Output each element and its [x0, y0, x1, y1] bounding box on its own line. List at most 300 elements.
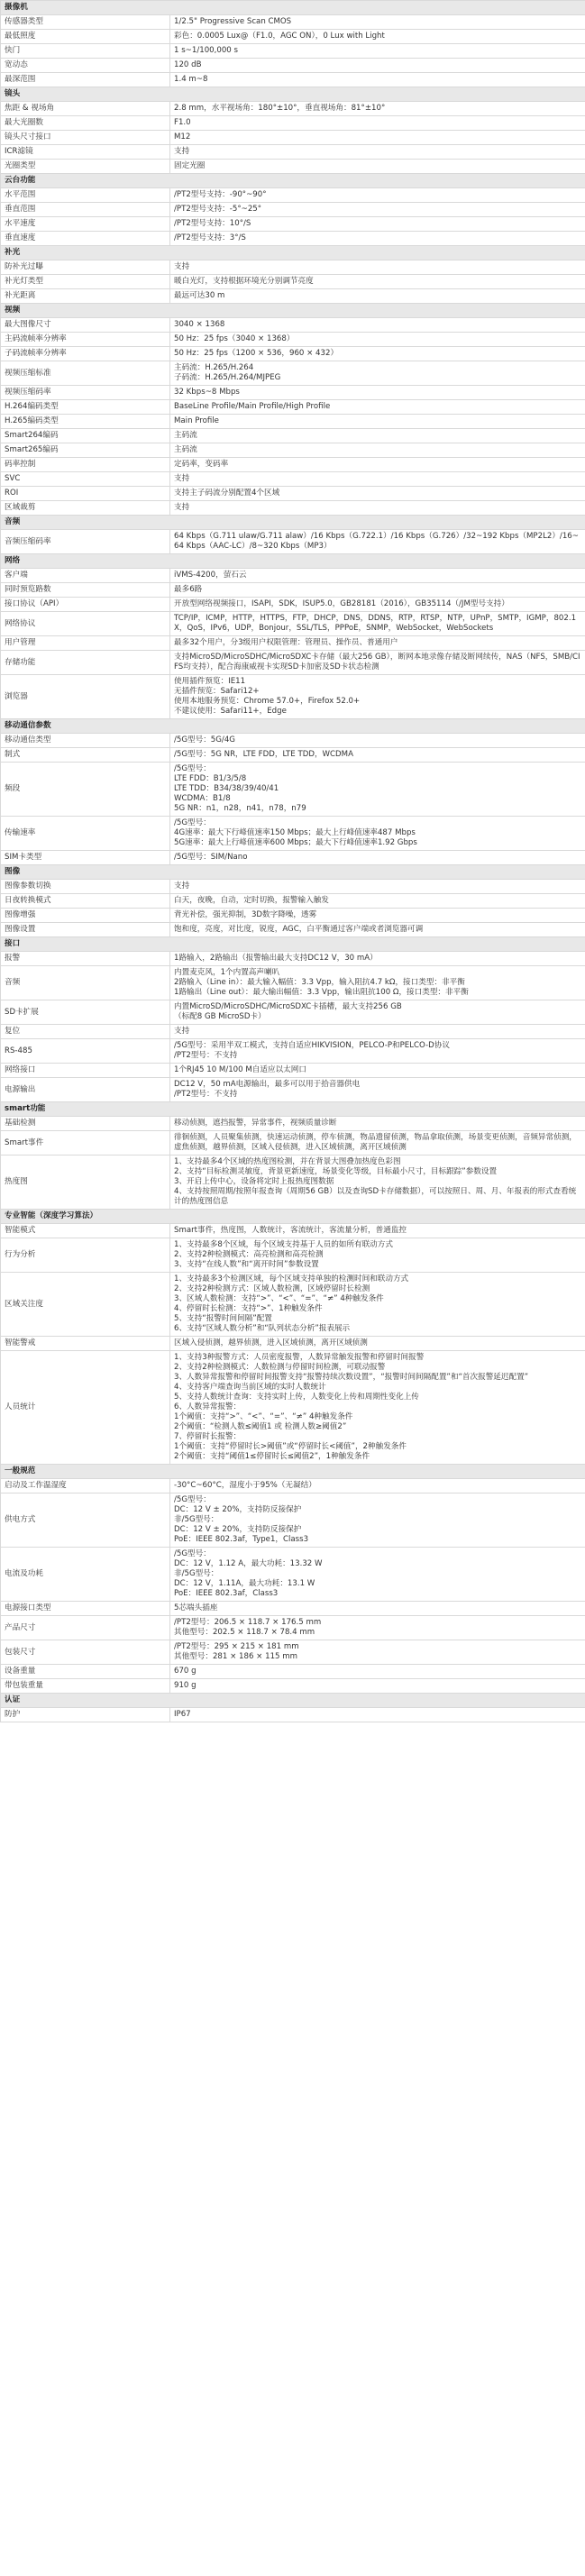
- spec-value-line: BaseLine Profile/Main Profile/High Profile: [174, 402, 331, 411]
- spec-row: [1, 458, 585, 472]
- spec-label: 最大图像尺寸: [1, 318, 170, 333]
- spec-value-line: /5G型号：: [174, 818, 211, 827]
- spec-value: [170, 386, 585, 400]
- spec-value-line: 支持: [174, 503, 190, 512]
- spec-label: 网络接口: [1, 1064, 170, 1078]
- spec-value-line: DC：12 V ± 20%，支持防反接保护: [174, 1505, 302, 1514]
- spec-label: 用户管理: [1, 636, 170, 651]
- spec-value-line: 3、开启上传中心，设备将定时上报热度图数据: [174, 1177, 334, 1186]
- spec-value: [170, 675, 585, 719]
- spec-label: 主码流帧率分辨率: [1, 333, 170, 347]
- spec-value-line: /5G型号：: [174, 764, 211, 773]
- spec-value-line: 2路输入（Line in）：最大输入幅值：3.3 Vpp，输入阻抗4.7 kΩ，接口类型：非平衡: [174, 978, 465, 987]
- spec-value-line: 2个阈值：支持“阈值1≤停留时长≤阈值2”，1种触发条件: [174, 1452, 370, 1461]
- spec-value: [170, 400, 585, 415]
- spec-row: [1, 923, 585, 937]
- spec-value-line: 白天，夜晚，自动，定时切换，报警输入触发: [174, 896, 329, 905]
- spec-value-line: 3040 × 1368: [174, 320, 225, 329]
- spec-value: [170, 472, 585, 487]
- spec-label: 镜头尺寸接口: [1, 131, 170, 145]
- spec-value-line: 5芯端头插座: [174, 1603, 218, 1612]
- spec-row: [1, 569, 585, 583]
- spec-value-line: 1、支持3种报警方式：人员密度报警，人数异常触发报警和停留时间报警: [174, 1353, 425, 1362]
- spec-value: [170, 487, 585, 501]
- spec-value: [170, 569, 585, 583]
- spec-row: [1, 1064, 585, 1078]
- spec-value-line: 主码流: [174, 431, 197, 440]
- section-title: 镜头: [1, 87, 585, 102]
- spec-label: 防补光过曝: [1, 260, 170, 275]
- spec-value-line: DC：12 V，1.12 A，最大功耗：13.32 W: [174, 1559, 323, 1568]
- spec-row: [1, 1494, 585, 1548]
- spec-value-line: 1个阈值：支持“>”、“<”、“=”、“≠” 4种触发条件: [174, 1412, 353, 1421]
- spec-value: [170, 160, 585, 174]
- spec-value-line: 1 s~1/100,000 s: [174, 46, 238, 55]
- spec-value-line: DC：12 V，1.11A，最大功耗：13.1 W: [174, 1579, 315, 1588]
- spec-label: 智能模式: [1, 1224, 170, 1238]
- spec-label: 音频压缩码率: [1, 530, 170, 554]
- spec-value: [170, 1025, 585, 1039]
- spec-value: [170, 501, 585, 516]
- spec-value: [170, 1064, 585, 1078]
- spec-label: H.264编码类型: [1, 400, 170, 415]
- spec-value: [170, 1224, 585, 1238]
- spec-value-line: 非/5G型号：: [174, 1569, 219, 1578]
- spec-value-line: 区域入侵侦测，越界侦测，进入区域侦测，离开区域侦测: [174, 1338, 368, 1347]
- spec-label: SIM卡类型: [1, 851, 170, 865]
- section-header: [1, 174, 585, 188]
- spec-value-line: 2、支持2种检测模式：高亮检测和高亮检测: [174, 1250, 324, 1259]
- spec-value: [170, 583, 585, 598]
- spec-value-line: PoE：IEEE 802.3af，Class3: [174, 1589, 279, 1598]
- spec-value-line: DC：12 V ± 20%，支持防反接保护: [174, 1525, 302, 1534]
- spec-row: [1, 1708, 585, 1722]
- spec-row: [1, 188, 585, 203]
- spec-value: [170, 347, 585, 361]
- spec-row: [1, 289, 585, 304]
- spec-value-line: 其他型号：202.5 × 118.7 × 78.4 mm: [174, 1628, 315, 1637]
- spec-row: [1, 429, 585, 443]
- spec-value: [170, 1000, 585, 1025]
- spec-value: [170, 1640, 585, 1665]
- spec-value-line: 64 Kbps（G.711 ulaw/G.711 alaw）/16 Kbps（G.722.1）/16 Kbps（G.726）/32~192 Kbps（MP2L2）/16~64 Kbps（AAC-LC）/8~320 Kbps（MP3）: [174, 532, 579, 551]
- spec-row: [1, 1273, 585, 1337]
- spec-value-line: 50 Hz：25 fps（3040 × 1368）: [174, 334, 295, 343]
- spec-label: 启动及工作温湿度: [1, 1479, 170, 1494]
- spec-value: [170, 443, 585, 458]
- spec-value-line: /PT2型号：不支持: [174, 1051, 238, 1060]
- spec-value: [170, 1039, 585, 1064]
- spec-label: 网络协议: [1, 612, 170, 636]
- spec-value: [170, 361, 585, 386]
- spec-value-line: 子码流：H.265/H.264/MJPEG: [174, 373, 281, 382]
- spec-label: 图像增强: [1, 909, 170, 923]
- spec-value: [170, 612, 585, 636]
- spec-value: [170, 1548, 585, 1602]
- spec-label: 垂直速度: [1, 232, 170, 246]
- spec-value-line: /PT2型号支持：3°/S: [174, 233, 246, 242]
- spec-value: [170, 952, 585, 966]
- spec-row: [1, 160, 585, 174]
- section-header: [1, 1, 585, 15]
- spec-value-line: /PT2型号：206.5 × 118.7 × 176.5 mm: [174, 1618, 322, 1627]
- spec-value-line: IP67: [174, 1710, 191, 1719]
- spec-row: [1, 636, 585, 651]
- spec-value: [170, 1337, 585, 1351]
- section-title: 音频: [1, 516, 585, 530]
- spec-label: 区域关注度: [1, 1273, 170, 1337]
- spec-label: 图像参数切换: [1, 880, 170, 894]
- spec-value-line: 移动侦测，遮挡报警，异常事件，视频质量诊断: [174, 1119, 337, 1128]
- spec-label: 包装尺寸: [1, 1640, 170, 1665]
- spec-row: [1, 1117, 585, 1131]
- spec-label: SVC: [1, 472, 170, 487]
- spec-value: [170, 1131, 585, 1156]
- section-title: 视频: [1, 304, 585, 318]
- section-header: [1, 1465, 585, 1479]
- spec-label: 智能警戒: [1, 1337, 170, 1351]
- spec-value-line: /5G型号：: [174, 1549, 211, 1558]
- spec-row: [1, 275, 585, 289]
- spec-row: [1, 116, 585, 131]
- section-title: 图像: [1, 865, 585, 880]
- spec-value-line: 7、停留时长报警：: [174, 1432, 242, 1441]
- spec-value-line: 使用本地服务预览：Chrome 57.0+，Firefox 52.0+: [174, 697, 361, 706]
- spec-row: [1, 675, 585, 719]
- section-title: 补光: [1, 246, 585, 260]
- spec-row: [1, 1156, 585, 1210]
- spec-label: 存储功能: [1, 651, 170, 675]
- spec-row: [1, 734, 585, 748]
- spec-label: ROI: [1, 487, 170, 501]
- spec-row: [1, 217, 585, 232]
- spec-value-line: 最多32个用户，分3级用户权限管理：管理员、操作员、普通用户: [174, 638, 398, 647]
- spec-label: 视频压缩码率: [1, 386, 170, 400]
- spec-value: [170, 217, 585, 232]
- spec-value-line: WCDMA：B1/8: [174, 794, 231, 803]
- spec-value-line: 3、支持“在线人数”和“离开时间”参数设置: [174, 1260, 319, 1269]
- spec-label: 最低照度: [1, 30, 170, 44]
- spec-label: 移动通信类型: [1, 734, 170, 748]
- spec-value: [170, 333, 585, 347]
- section-title: 专业智能（深度学习算法）: [1, 1210, 585, 1224]
- spec-value-line: 32 Kbps~8 Mbps: [174, 388, 240, 397]
- spec-value: [170, 636, 585, 651]
- spec-value: [170, 289, 585, 304]
- spec-value: [170, 44, 585, 59]
- spec-value-line: 使用插件预览：IE11: [174, 677, 246, 686]
- spec-value-line: 开放型网络视频接口，ISAPI，SDK，ISUP5.0，GB28181（2016），GB35114（/JM型号支持）: [174, 599, 509, 608]
- spec-label: 复位: [1, 1025, 170, 1039]
- spec-row: [1, 15, 585, 30]
- spec-value: [170, 894, 585, 909]
- spec-value: [170, 145, 585, 160]
- spec-value: [170, 923, 585, 937]
- spec-value: [170, 880, 585, 894]
- spec-value: [170, 1665, 585, 1679]
- spec-label: 水平速度: [1, 217, 170, 232]
- spec-value-line: 1、支持最多3个检测区域，每个区域支持单独的检测时间和联动方式: [174, 1274, 409, 1283]
- spec-row: [1, 386, 585, 400]
- spec-row: [1, 415, 585, 429]
- spec-label: 最深范围: [1, 73, 170, 87]
- section-header: [1, 246, 585, 260]
- spec-value-line: /5G型号：SIM/Nano: [174, 853, 248, 862]
- section-header: [1, 554, 585, 569]
- section-title: 认证: [1, 1694, 585, 1708]
- section-title: 一般规范: [1, 1465, 585, 1479]
- section-header: [1, 516, 585, 530]
- spec-value-line: 670 g: [174, 1667, 197, 1676]
- spec-row: [1, 400, 585, 415]
- spec-value-line: 5、支持人数统计查询：支持实时上传，人数变化上传和周期性变化上传: [174, 1393, 419, 1402]
- spec-value: [170, 15, 585, 30]
- section-title: 移动通信参数: [1, 719, 585, 734]
- spec-value-line: 最多6路: [174, 585, 203, 594]
- spec-value-line: 非/5G型号：: [174, 1515, 219, 1524]
- section-title: smart功能: [1, 1102, 585, 1117]
- spec-label: 制式: [1, 748, 170, 763]
- spec-label: 频段: [1, 763, 170, 817]
- spec-row: [1, 583, 585, 598]
- spec-row: [1, 501, 585, 516]
- spec-row: [1, 909, 585, 923]
- spec-row: [1, 651, 585, 675]
- spec-value: [170, 73, 585, 87]
- spec-label: 补光灯类型: [1, 275, 170, 289]
- spec-value-line: 4G速率：最大下行峰值速率150 Mbps；最大上行峰值速率487 Mbps: [174, 828, 416, 837]
- spec-value: [170, 116, 585, 131]
- spec-value-line: 内置MicroSD/MicroSDHC/MicroSDXC卡插槽，最大支持256 GB: [174, 1002, 402, 1011]
- spec-row: [1, 612, 585, 636]
- spec-row: [1, 1337, 585, 1351]
- spec-row: [1, 1616, 585, 1640]
- spec-row: [1, 59, 585, 73]
- spec-value-line: DC12 V，50 mA电源输出，最多可以用于拾音器供电: [174, 1080, 361, 1089]
- spec-value-line: 2个阈值：“检测人数≤阈值1 或 检测人数≥阈值2”: [174, 1422, 347, 1431]
- spec-label: 浏览器: [1, 675, 170, 719]
- spec-value-line: LTE TDD：B34/38/39/40/41: [174, 784, 279, 793]
- spec-value: [170, 429, 585, 443]
- spec-row: [1, 1131, 585, 1156]
- spec-label: 子码流帧率分辨率: [1, 347, 170, 361]
- spec-value: [170, 1156, 585, 1210]
- spec-value-line: /PT2型号：不支持: [174, 1090, 238, 1099]
- spec-value-line: 徘徊侦测，人员聚集侦测，快速运动侦测，停车侦测，物品遗留侦测，物品拿取侦测，场景变更侦测，音频异常侦测，虚焦侦测，越界侦测，区域入侵侦测，进入区域侦测，离开区域侦测: [174, 1133, 577, 1152]
- spec-row: [1, 1039, 585, 1064]
- spec-row: [1, 1679, 585, 1694]
- section-header: [1, 87, 585, 102]
- spec-label: 产品尺寸: [1, 1616, 170, 1640]
- spec-value-line: 120 dB: [174, 60, 202, 69]
- spec-row: [1, 102, 585, 116]
- spec-label: 传输速率: [1, 817, 170, 851]
- spec-value-line: TCP/IP，ICMP，HTTP，HTTPS，FTP，DHCP，DNS，DDNS，RTP，RTSP，NTP，UPnP，SMTP，IGMP，802.1X，QoS，IPv6，UDP，Bonjour，SSL/TLS，PPPoE，SNMP，WebSocket，WebSockets: [174, 614, 577, 633]
- spec-value-line: PoE：IEEE 802.3af，Type1，Class3: [174, 1535, 309, 1544]
- spec-value: [170, 1708, 585, 1722]
- spec-row: [1, 748, 585, 763]
- spec-row: [1, 260, 585, 275]
- spec-row: [1, 131, 585, 145]
- spec-label: 区域裁剪: [1, 501, 170, 516]
- spec-value: [170, 651, 585, 675]
- spec-label: 客户端: [1, 569, 170, 583]
- spec-value: [170, 909, 585, 923]
- spec-row: [1, 894, 585, 909]
- spec-row: [1, 530, 585, 554]
- spec-value: [170, 966, 585, 1000]
- spec-label: 热度图: [1, 1156, 170, 1210]
- spec-label: 接口协议（API）: [1, 598, 170, 612]
- spec-row: [1, 1238, 585, 1273]
- section-title: 网络: [1, 554, 585, 569]
- spec-value: [170, 318, 585, 333]
- spec-label: 垂直范围: [1, 203, 170, 217]
- spec-value-line: 主码流：H.265/H.264: [174, 363, 254, 372]
- spec-row: [1, 1351, 585, 1465]
- spec-value: [170, 598, 585, 612]
- spec-row: [1, 44, 585, 59]
- section-header: [1, 1694, 585, 1708]
- spec-row: [1, 1602, 585, 1616]
- spec-label: H.265编码类型: [1, 415, 170, 429]
- spec-row: [1, 952, 585, 966]
- spec-row: [1, 1640, 585, 1665]
- spec-value-line: LTE FDD：B1/3/5/8: [174, 774, 247, 783]
- spec-value-line: 彩色：0.0005 Lux@（F1.0，AGC ON），0 Lux with Light: [174, 32, 385, 41]
- spec-row: [1, 966, 585, 1000]
- spec-value: [170, 275, 585, 289]
- spec-value-line: 1路输入，2路输出（报警输出最大支持DC12 V，30 mA）: [174, 954, 378, 963]
- spec-label: 水平范围: [1, 188, 170, 203]
- spec-label: 补光距离: [1, 289, 170, 304]
- spec-value: [170, 1479, 585, 1494]
- spec-value-line: 2、支持“目标检测灵敏度，背景更新速度，场景变化等级，目标最小尺寸，目标跟踪”参数设置: [174, 1167, 498, 1176]
- spec-label: 设备重量: [1, 1665, 170, 1679]
- spec-label: 码率控制: [1, 458, 170, 472]
- spec-label: Smart265编码: [1, 443, 170, 458]
- spec-label: 焦距 & 视场角: [1, 102, 170, 116]
- spec-row: [1, 73, 585, 87]
- spec-value: [170, 1616, 585, 1640]
- spec-value-line: 4、支持客户端查询当前区域的实时人数统计: [174, 1383, 326, 1392]
- spec-row: [1, 30, 585, 44]
- spec-value-line: 支持: [174, 147, 190, 156]
- spec-row: [1, 1224, 585, 1238]
- spec-label: 供电方式: [1, 1494, 170, 1548]
- spec-label: 电源输出: [1, 1078, 170, 1102]
- spec-value: [170, 734, 585, 748]
- spec-row: [1, 487, 585, 501]
- section-header: [1, 719, 585, 734]
- spec-label: 光圈类型: [1, 160, 170, 174]
- spec-value-line: 6、人数异常报警：: [174, 1402, 242, 1411]
- spec-value-line: 3、人数异常报警和停留时间报警支持“报警持续次数设置”，“报警时间间隔配置”和“首次报警延迟配置”: [174, 1373, 529, 1382]
- spec-label: 带包装重量: [1, 1679, 170, 1694]
- spec-value-line: 910 g: [174, 1681, 197, 1690]
- spec-row: [1, 472, 585, 487]
- spec-value-line: 定码率，变码率: [174, 460, 229, 469]
- spec-row: [1, 1078, 585, 1102]
- spec-value-line: 最远可达30 m: [174, 291, 225, 300]
- spec-label: 行为分析: [1, 1238, 170, 1273]
- spec-value-line: 5G速率：最大上行峰值速率600 Mbps；最大下行峰值速率1.92 Gbps: [174, 838, 417, 847]
- spec-value-line: /5G型号：5G/4G: [174, 735, 235, 744]
- spec-value-line: iVMS-4200，萤石云: [174, 571, 247, 580]
- spec-row: [1, 347, 585, 361]
- spec-table-body: [1, 1, 585, 1722]
- section-title: 接口: [1, 937, 585, 952]
- spec-value-line: 1/2.5" Progressive Scan CMOS: [174, 17, 292, 26]
- spec-label: 快门: [1, 44, 170, 59]
- spec-value-line: /PT2型号支持：-5°~25°: [174, 205, 262, 214]
- spec-value: [170, 415, 585, 429]
- spec-value: [170, 1078, 585, 1102]
- section-header: [1, 304, 585, 318]
- spec-value: [170, 102, 585, 116]
- spec-value-line: 支持MicroSD/MicroSDHC/MicroSDXC卡存储（最大256 GB），断网本地录像存储及断网续传，NAS（NFS，SMB/CIFS均支持），配合海康威视卡实现SD卡加密及SD卡状态检测: [174, 653, 580, 671]
- spec-label: 视频压缩标准: [1, 361, 170, 386]
- spec-row: [1, 333, 585, 347]
- spec-value: [170, 530, 585, 554]
- spec-value-line: 支持: [174, 474, 190, 483]
- spec-value: [170, 131, 585, 145]
- spec-label: Smart264编码: [1, 429, 170, 443]
- spec-label: 音频: [1, 966, 170, 1000]
- spec-value-line: 4、支持按照周期/按照年报查询（周期56 GB）以及查询SD卡存储数据），可以按照日、周、月、年报表的形式查看统计的热度图信息: [174, 1187, 577, 1206]
- spec-label: 同时预览路数: [1, 583, 170, 598]
- spec-label: 图像设置: [1, 923, 170, 937]
- section-title: 云台功能: [1, 174, 585, 188]
- spec-row: [1, 1479, 585, 1494]
- spec-row: [1, 318, 585, 333]
- spec-value-line: 2、支持2种检测方式：区域人数检测，区域停留时长检测: [174, 1284, 370, 1293]
- spec-value: [170, 203, 585, 217]
- spec-value-line: 1路输出（Line out）：最大输出幅值：3.3 Vpp，输出阻抗100 Ω，接口类型：非平衡: [174, 988, 469, 997]
- spec-value-line: 其他型号：281 × 186 × 115 mm: [174, 1652, 297, 1661]
- spec-value-line: 支持主子码流分别配置4个区域: [174, 489, 280, 498]
- spec-label: ICR滤镜: [1, 145, 170, 160]
- spec-value-line: 1、支持最多4个区域的热度图检测，并在背景大图叠加热度色彩图: [174, 1157, 401, 1166]
- spec-value-line: 主码流: [174, 445, 197, 454]
- spec-label: 防护: [1, 1708, 170, 1722]
- spec-value: [170, 1238, 585, 1273]
- spec-value: [170, 763, 585, 817]
- spec-value-line: 支持: [174, 262, 190, 271]
- spec-value-line: 5G NR：n1，n28，n41，n78，n79: [174, 804, 306, 813]
- spec-label: 宽动态: [1, 59, 170, 73]
- spec-value: [170, 188, 585, 203]
- spec-label: RS-485: [1, 1039, 170, 1064]
- spec-label: 电源接口类型: [1, 1602, 170, 1616]
- spec-value-line: /5G型号：采用半双工模式，支持自适应HIKVISION，PELCO-P和PELCO-D协议: [174, 1041, 450, 1050]
- spec-value: [170, 1602, 585, 1616]
- spec-value-line: 50 Hz：25 fps（1200 × 536，960 × 432）: [174, 349, 339, 358]
- spec-row: [1, 1025, 585, 1039]
- spec-label: SD卡扩展: [1, 1000, 170, 1025]
- spec-label: 人员统计: [1, 1351, 170, 1465]
- spec-value-line: 暖白光灯，支持根据环境光分别调节亮度: [174, 277, 314, 286]
- spec-value: [170, 260, 585, 275]
- spec-value-line: 2、支持2种检测模式：人数检测与停留时间检测，可联动报警: [174, 1363, 386, 1372]
- spec-value-line: 1个阈值：支持“停留时长>阈值”或“停留时长<阈值”，2种触发条件: [174, 1442, 407, 1451]
- spec-value-line: Main Profile: [174, 416, 219, 425]
- spec-value-line: M12: [174, 132, 191, 142]
- spec-value: [170, 851, 585, 865]
- spec-value: [170, 232, 585, 246]
- spec-label: 电流及功耗: [1, 1548, 170, 1602]
- spec-value: [170, 458, 585, 472]
